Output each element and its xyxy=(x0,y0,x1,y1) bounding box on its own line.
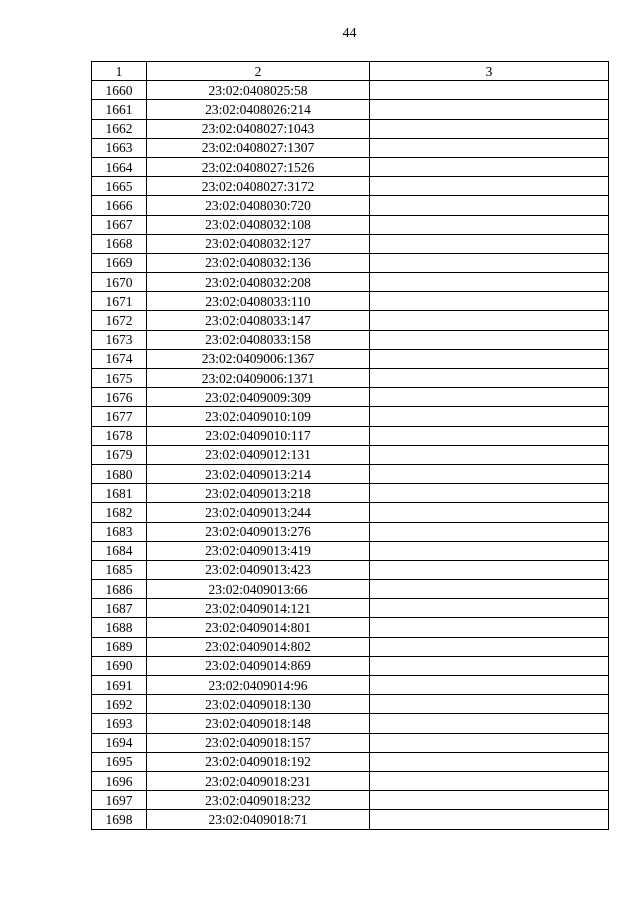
table-row xyxy=(92,138,609,157)
row-number-cell: 1678 xyxy=(92,426,147,445)
table-row xyxy=(92,714,609,733)
note-cell xyxy=(370,464,609,483)
note-cell xyxy=(370,733,609,752)
table-row xyxy=(92,100,609,119)
row-number-cell: 1696 xyxy=(92,771,147,790)
note-cell xyxy=(370,426,609,445)
cadastral-number-cell: 23:02:0409006:1371 xyxy=(147,369,370,388)
cadastral-number-cell: 23:02:0409014:121 xyxy=(147,599,370,618)
cadastral-number-cell: 23:02:0409013:218 xyxy=(147,484,370,503)
note-cell xyxy=(370,752,609,771)
row-number-cell: 1660 xyxy=(92,81,147,100)
note-cell xyxy=(370,618,609,637)
table-row xyxy=(92,580,609,599)
row-number-cell: 1666 xyxy=(92,196,147,215)
cadastral-number-cell: 23:02:0408027:1526 xyxy=(147,157,370,176)
row-number-cell: 1682 xyxy=(92,503,147,522)
row-number-cell: 1672 xyxy=(92,311,147,330)
note-cell xyxy=(370,445,609,464)
note-cell xyxy=(370,560,609,579)
note-cell xyxy=(370,656,609,675)
cadastral-number-cell: 23:02:0409013:214 xyxy=(147,464,370,483)
cadastral-number-cell: 23:02:0409018:157 xyxy=(147,733,370,752)
table-row xyxy=(92,541,609,560)
row-number-cell: 1687 xyxy=(92,599,147,618)
row-number-cell: 1695 xyxy=(92,752,147,771)
note-cell xyxy=(370,234,609,253)
note-cell xyxy=(370,484,609,503)
row-number-cell: 1686 xyxy=(92,580,147,599)
cadastral-number-cell: 23:02:0409018:71 xyxy=(147,810,370,829)
note-cell xyxy=(370,522,609,541)
table-row xyxy=(92,656,609,675)
note-cell xyxy=(370,157,609,176)
note-cell xyxy=(370,503,609,522)
table-row xyxy=(92,349,609,368)
row-number-cell: 1684 xyxy=(92,541,147,560)
cadastral-number-cell: 23:02:0408033:110 xyxy=(147,292,370,311)
cadastral-number-cell: 23:02:0409009:309 xyxy=(147,388,370,407)
table-header-row xyxy=(92,62,609,81)
table-row xyxy=(92,560,609,579)
table-row xyxy=(92,196,609,215)
note-cell xyxy=(370,330,609,349)
note-cell xyxy=(370,138,609,157)
note-cell xyxy=(370,771,609,790)
cadastral-number-cell: 23:02:0408032:208 xyxy=(147,273,370,292)
row-number-cell: 1679 xyxy=(92,445,147,464)
note-cell xyxy=(370,81,609,100)
cadastral-number-cell: 23:02:0409010:109 xyxy=(147,407,370,426)
cadastral-number-cell: 23:02:0408033:147 xyxy=(147,311,370,330)
row-number-cell: 1663 xyxy=(92,138,147,157)
table-body xyxy=(92,81,609,829)
page-number: 44 xyxy=(342,26,357,41)
cadastral-number-cell: 23:02:0409018:148 xyxy=(147,714,370,733)
table-row xyxy=(92,618,609,637)
row-number-cell: 1661 xyxy=(92,100,147,119)
cadastral-number-cell: 23:02:0409006:1367 xyxy=(147,349,370,368)
note-cell xyxy=(370,215,609,234)
note-cell xyxy=(370,714,609,733)
note-cell xyxy=(370,100,609,119)
table-row xyxy=(92,676,609,695)
table-row xyxy=(92,637,609,656)
table-row xyxy=(92,752,609,771)
cadastral-number-cell: 23:02:0409018:231 xyxy=(147,771,370,790)
note-cell xyxy=(370,253,609,272)
cadastral-number-cell: 23:02:0408026:214 xyxy=(147,100,370,119)
column-header-3: 3 xyxy=(370,62,609,81)
row-number-cell: 1665 xyxy=(92,177,147,196)
table-row xyxy=(92,369,609,388)
row-number-cell: 1690 xyxy=(92,656,147,675)
row-number-cell: 1667 xyxy=(92,215,147,234)
table-row xyxy=(92,234,609,253)
cadastral-number-cell: 23:02:0408030:720 xyxy=(147,196,370,215)
table-row xyxy=(92,733,609,752)
cadastral-number-cell: 23:02:0408032:136 xyxy=(147,253,370,272)
column-header-1: 1 xyxy=(92,62,147,81)
note-cell xyxy=(370,388,609,407)
row-number-cell: 1685 xyxy=(92,560,147,579)
note-cell xyxy=(370,791,609,810)
row-number-cell: 1683 xyxy=(92,522,147,541)
cadastral-number-cell: 23:02:0409014:801 xyxy=(147,618,370,637)
column-header-2: 2 xyxy=(147,62,370,81)
row-number-cell: 1698 xyxy=(92,810,147,829)
cadastral-number-cell: 23:02:0409012:131 xyxy=(147,445,370,464)
table-row xyxy=(92,330,609,349)
table-row xyxy=(92,177,609,196)
table-row xyxy=(92,388,609,407)
row-number-cell: 1671 xyxy=(92,292,147,311)
cadastral-number-cell: 23:02:0409018:192 xyxy=(147,752,370,771)
table-row xyxy=(92,791,609,810)
note-cell xyxy=(370,273,609,292)
table-row xyxy=(92,445,609,464)
cadastral-number-cell: 23:02:0409013:276 xyxy=(147,522,370,541)
table-row xyxy=(92,157,609,176)
row-number-cell: 1692 xyxy=(92,695,147,714)
table-row xyxy=(92,253,609,272)
cadastral-number-cell: 23:02:0409013:419 xyxy=(147,541,370,560)
row-number-cell: 1675 xyxy=(92,369,147,388)
row-number-cell: 1689 xyxy=(92,637,147,656)
table-row xyxy=(92,695,609,714)
cadastral-number-cell: 23:02:0408027:3172 xyxy=(147,177,370,196)
table-row xyxy=(92,119,609,138)
cadastral-number-cell: 23:02:0409018:232 xyxy=(147,791,370,810)
note-cell xyxy=(370,810,609,829)
table-row xyxy=(92,311,609,330)
row-number-cell: 1693 xyxy=(92,714,147,733)
note-cell xyxy=(370,599,609,618)
row-number-cell: 1681 xyxy=(92,484,147,503)
note-cell xyxy=(370,580,609,599)
cadastral-number-cell: 23:02:0409018:130 xyxy=(147,695,370,714)
row-number-cell: 1694 xyxy=(92,733,147,752)
table-row xyxy=(92,426,609,445)
table-row xyxy=(92,771,609,790)
cadastral-number-cell: 23:02:0409013:423 xyxy=(147,560,370,579)
table-row xyxy=(92,522,609,541)
note-cell xyxy=(370,349,609,368)
note-cell xyxy=(370,637,609,656)
row-number-cell: 1688 xyxy=(92,618,147,637)
table-row xyxy=(92,599,609,618)
row-number-cell: 1676 xyxy=(92,388,147,407)
row-number-cell: 1674 xyxy=(92,349,147,368)
note-cell xyxy=(370,541,609,560)
cadastral-number-cell: 23:02:0408032:127 xyxy=(147,234,370,253)
table-row xyxy=(92,503,609,522)
row-number-cell: 1677 xyxy=(92,407,147,426)
registry-table xyxy=(91,61,609,830)
note-cell xyxy=(370,292,609,311)
table-row xyxy=(92,273,609,292)
table-row xyxy=(92,407,609,426)
row-number-cell: 1691 xyxy=(92,676,147,695)
row-number-cell: 1697 xyxy=(92,791,147,810)
table-row xyxy=(92,81,609,100)
note-cell xyxy=(370,196,609,215)
note-cell xyxy=(370,177,609,196)
note-cell xyxy=(370,119,609,138)
row-number-cell: 1662 xyxy=(92,119,147,138)
table-row xyxy=(92,464,609,483)
table-row xyxy=(92,810,609,829)
row-number-cell: 1673 xyxy=(92,330,147,349)
note-cell xyxy=(370,311,609,330)
note-cell xyxy=(370,676,609,695)
row-number-cell: 1670 xyxy=(92,273,147,292)
cadastral-number-cell: 23:02:0409014:869 xyxy=(147,656,370,675)
cadastral-number-cell: 23:02:0409014:96 xyxy=(147,676,370,695)
cadastral-number-cell: 23:02:0409013:244 xyxy=(147,503,370,522)
table-row xyxy=(92,484,609,503)
table-row xyxy=(92,292,609,311)
cadastral-number-cell: 23:02:0408032:108 xyxy=(147,215,370,234)
cadastral-number-cell: 23:02:0408027:1307 xyxy=(147,138,370,157)
table-row xyxy=(92,215,609,234)
cadastral-number-cell: 23:02:0409013:66 xyxy=(147,580,370,599)
cadastral-number-cell: 23:02:0408025:58 xyxy=(147,81,370,100)
note-cell xyxy=(370,695,609,714)
row-number-cell: 1680 xyxy=(92,464,147,483)
note-cell xyxy=(370,369,609,388)
row-number-cell: 1668 xyxy=(92,234,147,253)
row-number-cell: 1669 xyxy=(92,253,147,272)
cadastral-number-cell: 23:02:0409010:117 xyxy=(147,426,370,445)
cadastral-number-cell: 23:02:0408027:1043 xyxy=(147,119,370,138)
note-cell xyxy=(370,407,609,426)
cadastral-number-cell: 23:02:0408033:158 xyxy=(147,330,370,349)
row-number-cell: 1664 xyxy=(92,157,147,176)
cadastral-number-cell: 23:02:0409014:802 xyxy=(147,637,370,656)
